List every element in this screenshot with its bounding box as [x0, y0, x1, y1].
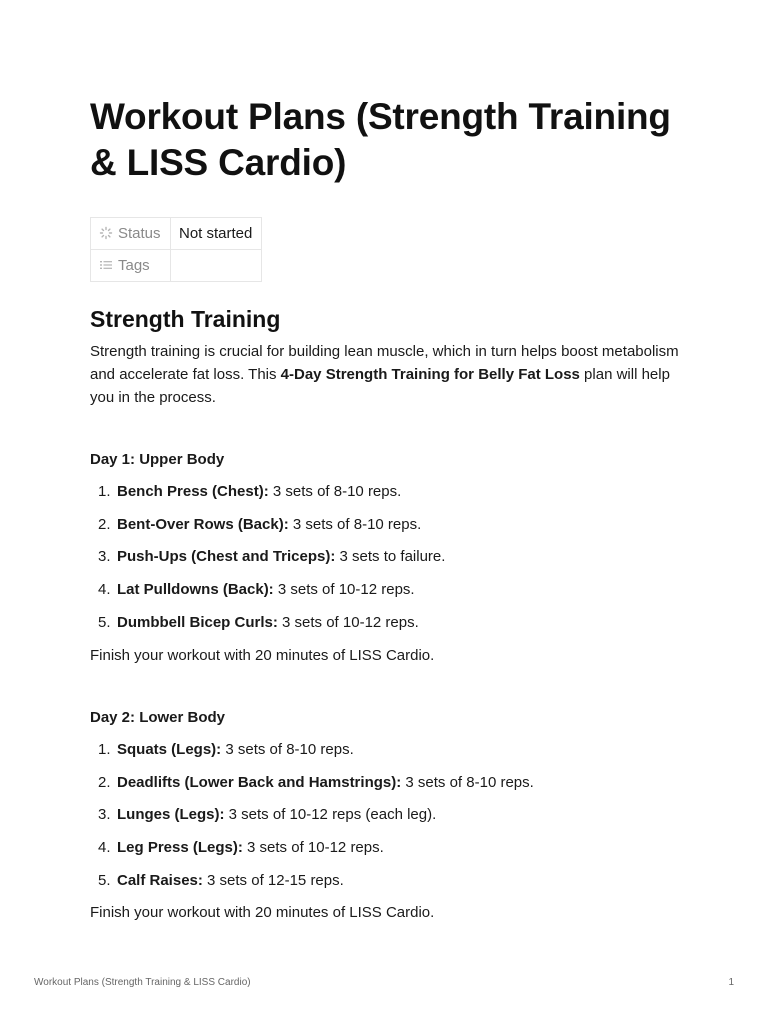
list-item: [90, 773, 534, 806]
exercise-detail: 3 sets of 8-10 reps.: [288, 515, 422, 533]
list-icon: [99, 258, 113, 272]
finish-note: Finish your workout with 20 minutes of LISS Cardio.: [90, 904, 435, 921]
intro-paragraph: [90, 340, 690, 409]
exercise-detail: 3 sets of 10-12 reps (each leg).: [224, 806, 437, 824]
list-item: [90, 580, 445, 613]
list-number: 1.: [98, 483, 111, 500]
list-number: 5.: [98, 871, 111, 889]
property-value-status[interactable]: Not started: [171, 218, 262, 250]
exercise-detail: 3 sets of 8-10 reps.: [268, 483, 402, 500]
exercise-list: [90, 482, 445, 645]
page-number: 1: [728, 977, 734, 988]
intro-text: Strength training is crucial for building lean muscle, which in turn helps boost metabolism and accelerate fat loss. This: [90, 343, 679, 383]
list-number: 2.: [98, 515, 111, 533]
exercise-detail: 3 sets of 8-10 reps.: [401, 773, 534, 791]
day-heading: Day 2: Lower Body: [90, 709, 226, 726]
property-row-tags: [91, 250, 262, 282]
exercise-detail: 3 sets of 10-12 reps.: [277, 613, 419, 631]
exercise-name: Calf Raises:: [117, 871, 203, 889]
list-number: 4.: [98, 839, 111, 857]
property-label-tags: Tags: [118, 257, 150, 274]
exercise-name: Push-Ups (Chest and Triceps):: [117, 548, 336, 566]
list-item: [90, 805, 534, 838]
property-key: [91, 218, 171, 250]
list-number: 5.: [98, 613, 111, 631]
finish-note: Finish your workout with 20 minutes of LISS Cardio.: [90, 647, 435, 664]
exercise-detail: 3 sets of 10-12 reps.: [242, 839, 384, 857]
properties-table: [90, 217, 262, 282]
list-number: 2.: [98, 773, 111, 791]
exercise-name: Bench Press (Chest):: [117, 483, 269, 500]
list-number: 3.: [98, 548, 111, 566]
exercise-detail: 3 sets to failure.: [335, 548, 446, 566]
exercise-list: [90, 740, 534, 903]
list-item: [90, 838, 534, 871]
exercise-name: Leg Press (Legs):: [117, 839, 243, 857]
property-label-status: Status: [118, 225, 161, 242]
list-item: [90, 613, 445, 646]
loading-spinner-icon: [99, 226, 113, 240]
exercise-name: Bent-Over Rows (Back):: [117, 515, 289, 533]
exercise-detail: 3 sets of 8-10 reps.: [221, 741, 354, 758]
day-heading: Day 1: Upper Body: [90, 451, 225, 468]
list-number: 1.: [98, 741, 111, 758]
footer-title: Workout Plans (Strength Training & LISS Cardio): [34, 977, 251, 988]
list-item: [90, 482, 445, 515]
page-title: Workout Plans (Strength Training & LISS Cardio): [90, 96, 671, 183]
exercise-detail: 3 sets of 10-12 reps.: [273, 581, 415, 599]
exercise-detail: 3 sets of 12-15 reps.: [202, 871, 344, 889]
list-item: [90, 871, 534, 904]
list-item: [90, 547, 445, 580]
exercise-name: Lunges (Legs):: [117, 806, 225, 824]
intro-bold-text: 4-Day Strength Training for Belly Fat Loss: [280, 366, 580, 383]
list-number: 4.: [98, 581, 111, 599]
list-number: 3.: [98, 806, 111, 824]
property-value-tags[interactable]: [171, 250, 262, 282]
exercise-name: Deadlifts (Lower Back and Hamstrings):: [117, 773, 402, 791]
list-item: [90, 740, 534, 773]
intro-text: plan will help you in the process.: [90, 366, 670, 406]
exercise-name: Lat Pulldowns (Back):: [117, 581, 274, 599]
exercise-name: Dumbbell Bicep Curls:: [117, 613, 278, 631]
list-item: [90, 515, 445, 548]
exercise-name: Squats (Legs):: [117, 741, 222, 758]
property-key: [91, 250, 171, 282]
property-row-status: [91, 218, 262, 250]
section-heading: Strength Training: [90, 306, 281, 332]
